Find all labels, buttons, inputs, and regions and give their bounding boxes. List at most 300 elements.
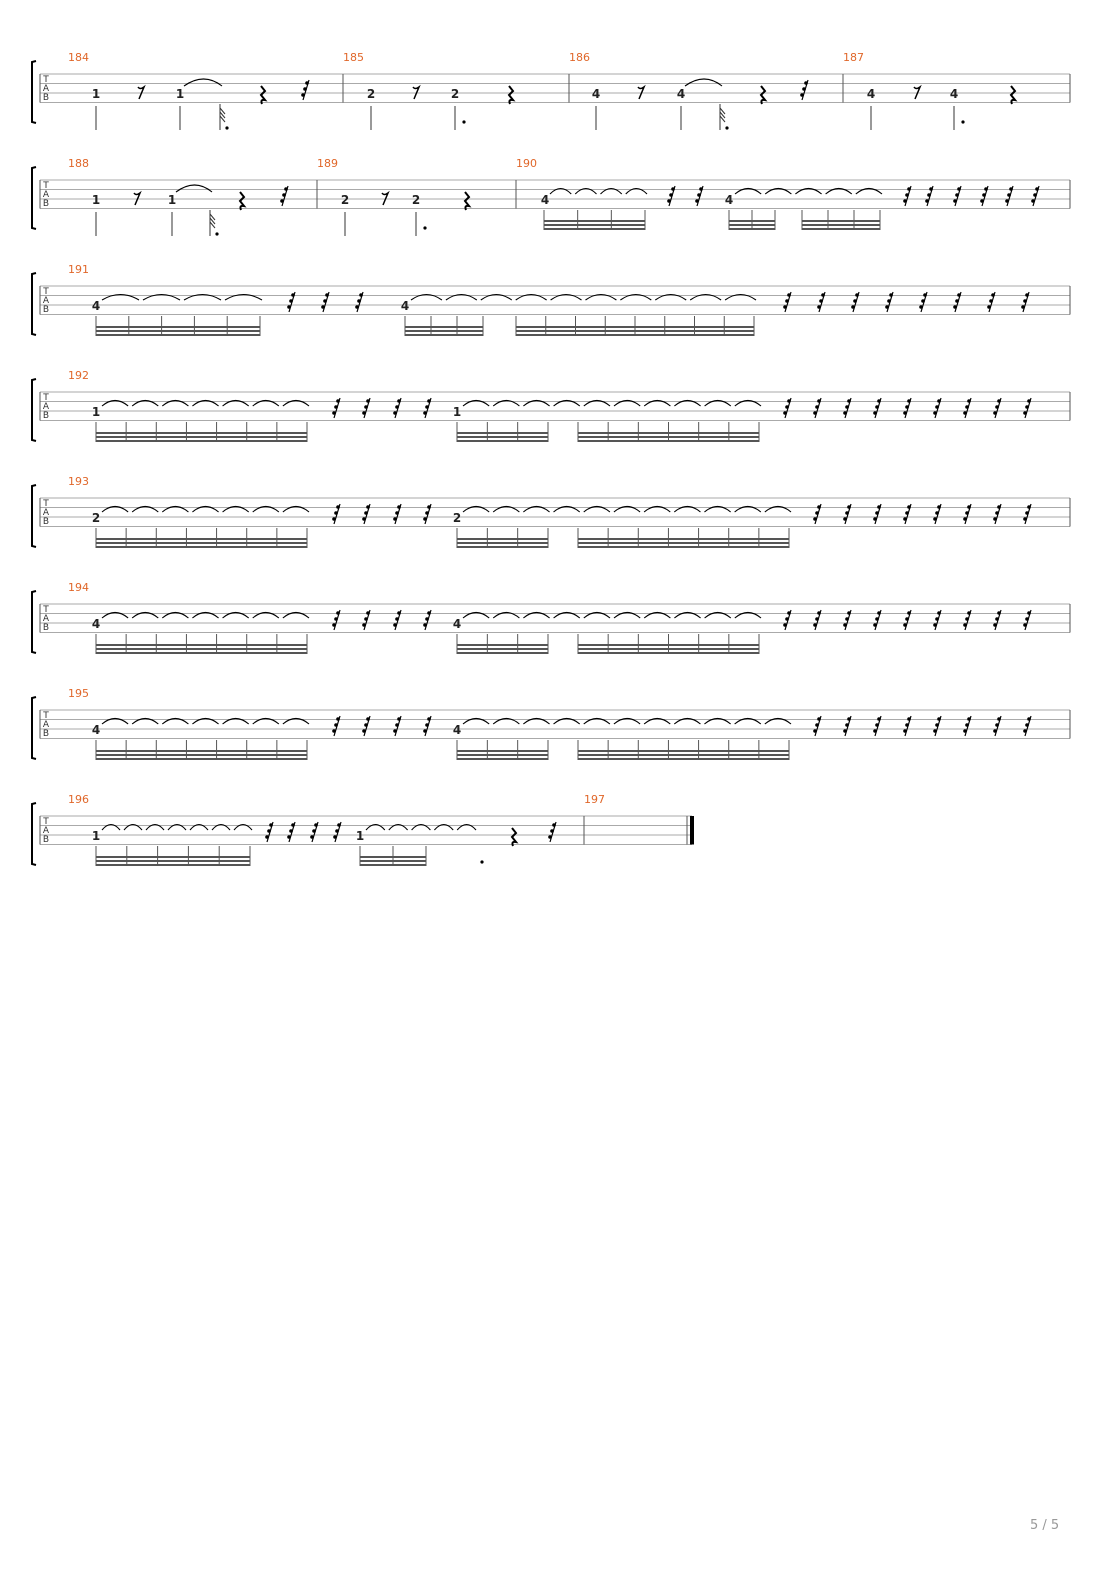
quarter-rest: [240, 192, 244, 210]
rest-dot: [425, 511, 429, 515]
rest-dot: [817, 305, 821, 309]
measure-number: 192: [68, 369, 89, 382]
rest-dot: [335, 829, 339, 833]
rest-dot: [395, 511, 399, 515]
beam: [578, 538, 789, 540]
rest-dot: [303, 87, 307, 91]
rest-dot: [815, 511, 819, 515]
rest-dot: [937, 505, 941, 509]
measure-number: 185: [343, 51, 364, 64]
rest-dot: [993, 729, 997, 733]
rest-dot: [289, 299, 293, 303]
tab-clef-letter: T: [43, 711, 49, 721]
system-bracket: [32, 697, 36, 759]
measure-number: 187: [843, 51, 864, 64]
rest-dot: [312, 829, 316, 833]
rest-dot: [851, 305, 855, 309]
rest-dot: [991, 293, 995, 297]
rest-dot: [889, 293, 893, 297]
rest-dot: [935, 511, 939, 515]
rest-dot: [1023, 517, 1027, 521]
rest-dot: [1021, 305, 1025, 309]
rest-dot: [993, 517, 997, 521]
rest-dot: [334, 723, 338, 727]
rest-dot: [935, 405, 939, 409]
beam: [96, 432, 307, 434]
rest-dot: [933, 623, 937, 627]
beam: [457, 758, 548, 760]
rest-dot: [877, 611, 881, 615]
rest-dot: [877, 399, 881, 403]
tab-system: [32, 581, 1070, 654]
rest-dot: [552, 823, 556, 827]
rest-dot: [853, 299, 857, 303]
rest-dot: [336, 399, 340, 403]
rest-dot: [963, 729, 967, 733]
beam: [405, 330, 483, 332]
rest-dot: [819, 299, 823, 303]
rest-dot: [995, 511, 999, 515]
beam: [96, 758, 307, 760]
rest-dot: [357, 299, 361, 303]
rest-dot: [397, 399, 401, 403]
tab-clef-letter: B: [42, 411, 50, 421]
rest-dot: [933, 411, 937, 415]
rest-dot: [1025, 511, 1029, 515]
rest-dot: [393, 411, 397, 415]
system-bracket: [32, 273, 36, 335]
rest-dot: [337, 823, 341, 827]
rest-dot: [965, 617, 969, 621]
quarter-rest: [465, 192, 469, 210]
rest-dot: [1007, 193, 1011, 197]
system-bracket: [32, 167, 36, 229]
fret-number: 4: [866, 87, 876, 101]
beam: [96, 750, 307, 752]
fret-number: 1: [91, 193, 101, 207]
rest-dot: [362, 729, 366, 733]
rest-dot: [333, 835, 337, 839]
rest-dot: [265, 835, 269, 839]
tab-clef-letter: T: [43, 817, 49, 827]
rest-dot: [1023, 299, 1027, 303]
rest-dot: [787, 293, 791, 297]
rest-dot: [847, 717, 851, 721]
quarter-rest: [261, 86, 265, 104]
rest-dot: [785, 299, 789, 303]
rest-dot: [427, 399, 431, 403]
rest-dot: [967, 717, 971, 721]
dot: [225, 126, 228, 129]
tab-clef-letter: A: [42, 826, 50, 836]
tab-system: [32, 51, 1070, 130]
beam: [578, 546, 789, 548]
fret-number: 2: [340, 193, 350, 207]
measure-number: 186: [569, 51, 590, 64]
rest-dot: [332, 729, 336, 733]
beam: [96, 326, 260, 328]
beam: [578, 758, 789, 760]
rest-dot: [1035, 187, 1039, 191]
rest-dot: [873, 623, 877, 627]
beam: [457, 432, 548, 434]
rest-dot: [310, 835, 314, 839]
rest-dot: [393, 517, 397, 521]
measure-number: 191: [68, 263, 89, 276]
rest-dot: [667, 199, 671, 203]
beam: [96, 334, 260, 336]
page-number: 5 / 5: [1030, 1518, 1060, 1533]
rest-dot: [955, 193, 959, 197]
rest-dot: [982, 193, 986, 197]
rest-dot: [301, 93, 305, 97]
tab-system: [32, 369, 1070, 442]
rest-dot: [669, 193, 673, 197]
tab-clef-letter: T: [43, 499, 49, 509]
rest-dot: [695, 199, 699, 203]
rest-dot: [289, 829, 293, 833]
rest-dot: [845, 405, 849, 409]
rest-dot: [364, 405, 368, 409]
fret-number: 2: [91, 511, 101, 525]
dot: [961, 120, 964, 123]
system-bracket: [32, 61, 36, 123]
fret-number: 1: [91, 829, 101, 843]
rest-dot: [919, 305, 923, 309]
rest-dot: [787, 399, 791, 403]
tab-clef-letter: A: [42, 402, 50, 412]
rest-dot: [366, 399, 370, 403]
rest-dot: [427, 717, 431, 721]
rest-dot: [427, 505, 431, 509]
rest-dot: [993, 623, 997, 627]
measure-number: 189: [317, 157, 338, 170]
rest-dot: [699, 187, 703, 191]
rest-dot: [671, 187, 675, 191]
rest-dot: [953, 199, 957, 203]
rest-dot: [423, 623, 427, 627]
rest-dot: [336, 611, 340, 615]
rest-dot: [787, 611, 791, 615]
rest-dot: [984, 187, 988, 191]
tab-clef-letter: B: [42, 517, 50, 527]
rest-dot: [843, 517, 847, 521]
beam: [544, 224, 645, 226]
rest-dot: [843, 623, 847, 627]
dot: [725, 126, 728, 129]
fret-number: 4: [676, 87, 686, 101]
rest-dot: [957, 187, 961, 191]
fret-number: 1: [452, 405, 462, 419]
fret-number: 4: [91, 723, 101, 737]
rest-dot: [903, 411, 907, 415]
dot: [462, 120, 465, 123]
fret-number: 1: [91, 87, 101, 101]
beam: [457, 436, 548, 438]
beam: [544, 220, 645, 222]
beam: [96, 542, 307, 544]
rest-dot: [362, 411, 366, 415]
rest-dot: [815, 723, 819, 727]
fret-number: 1: [355, 829, 365, 843]
tie: [685, 79, 722, 86]
fret-number: 4: [591, 87, 601, 101]
system-bracket: [32, 591, 36, 653]
rest-dot: [995, 405, 999, 409]
beam: [96, 538, 307, 540]
rest-dot: [843, 411, 847, 415]
beam: [457, 648, 548, 650]
rest-dot: [362, 623, 366, 627]
rest-dot: [873, 517, 877, 521]
fret-number: 2: [450, 87, 460, 101]
beam: [457, 542, 548, 544]
tie: [176, 185, 212, 192]
rest-dot: [817, 399, 821, 403]
rest-dot: [813, 517, 817, 521]
rest-dot: [963, 623, 967, 627]
rest-dot: [1027, 611, 1031, 615]
rest-dot: [548, 835, 552, 839]
rest-dot: [332, 517, 336, 521]
tab-clef-letter: A: [42, 614, 50, 624]
rest-dot: [817, 611, 821, 615]
rest-dot: [321, 305, 325, 309]
rest-dot: [804, 81, 808, 85]
rest-dot: [364, 617, 368, 621]
rest-dot: [1009, 187, 1013, 191]
rest-dot: [907, 399, 911, 403]
rest-dot: [847, 611, 851, 615]
rest-dot: [907, 187, 911, 191]
fret-number: 4: [452, 723, 462, 737]
rest-dot: [364, 723, 368, 727]
fret-number: 1: [175, 87, 185, 101]
beam: [96, 546, 307, 548]
rest-dot: [423, 729, 427, 733]
beam: [457, 652, 548, 654]
rest-dot: [284, 187, 288, 191]
beam: [544, 228, 645, 230]
tie: [184, 79, 222, 86]
measure-number: 184: [68, 51, 89, 64]
beam: [96, 330, 260, 332]
rest-dot: [1025, 405, 1029, 409]
beam: [96, 856, 250, 858]
rest-dot: [953, 305, 957, 309]
tab-clef-letter: T: [43, 181, 49, 191]
rest-dot: [905, 193, 909, 197]
rest-dot: [1023, 623, 1027, 627]
quarter-rest: [512, 828, 516, 846]
rest-dot: [785, 617, 789, 621]
measure-number: 195: [68, 687, 89, 700]
rest-dot: [362, 517, 366, 521]
rest-dot: [965, 723, 969, 727]
rest-dot: [395, 405, 399, 409]
rest-dot: [813, 411, 817, 415]
rest-dot: [393, 623, 397, 627]
tab-clef-letter: B: [42, 305, 50, 315]
fret-number: 4: [400, 299, 410, 313]
rest-dot: [397, 611, 401, 615]
rest-dot: [927, 193, 931, 197]
tab-clef-letter: A: [42, 720, 50, 730]
rest-dot: [800, 93, 804, 97]
rest-dot: [813, 623, 817, 627]
rest-dot: [995, 617, 999, 621]
rest-dot: [366, 505, 370, 509]
rest-dot: [997, 611, 1001, 615]
rest-dot: [821, 293, 825, 297]
beam: [578, 542, 789, 544]
tab-system: [32, 687, 1070, 760]
rest-dot: [395, 723, 399, 727]
rest-dot: [933, 517, 937, 521]
rest-dot: [997, 399, 1001, 403]
rest-dot: [937, 717, 941, 721]
quarter-rest: [1011, 86, 1015, 104]
rest-dot: [1025, 723, 1029, 727]
rest-dot: [905, 723, 909, 727]
measure-number: 190: [516, 157, 537, 170]
rest-dot: [921, 299, 925, 303]
rest-dot: [395, 617, 399, 621]
rest-dot: [267, 829, 271, 833]
tab-clef-letter: T: [43, 287, 49, 297]
rest-dot: [282, 193, 286, 197]
rest-dot: [305, 81, 309, 85]
measure-number: 196: [68, 793, 89, 806]
rest-dot: [877, 717, 881, 721]
tab-clef-letter: A: [42, 508, 50, 518]
rest-dot: [993, 411, 997, 415]
rest-dot: [1031, 199, 1035, 203]
fret-number: 1: [167, 193, 177, 207]
beam: [457, 750, 548, 752]
beam: [578, 754, 789, 756]
rest-dot: [905, 617, 909, 621]
rest-dot: [314, 823, 318, 827]
rest-dot: [997, 505, 1001, 509]
rest-dot: [937, 399, 941, 403]
tab-clef-letter: B: [42, 835, 50, 845]
rest-dot: [907, 717, 911, 721]
rest-dot: [935, 723, 939, 727]
rest-dot: [905, 511, 909, 515]
rest-dot: [815, 617, 819, 621]
rest-dot: [1027, 399, 1031, 403]
rest-dot: [1023, 411, 1027, 415]
rest-dot: [980, 199, 984, 203]
beam: [457, 754, 548, 756]
rest-dot: [907, 611, 911, 615]
rest-dot: [697, 193, 701, 197]
rest-dot: [1005, 199, 1009, 203]
rest-dot: [364, 511, 368, 515]
rest-dot: [903, 729, 907, 733]
rest-dot: [903, 199, 907, 203]
rest-dot: [885, 305, 889, 309]
rest-dot: [933, 729, 937, 733]
quarter-rest: [761, 86, 765, 104]
rest-dot: [965, 405, 969, 409]
rest-dot: [937, 611, 941, 615]
fret-number: 4: [540, 193, 550, 207]
rest-dot: [903, 517, 907, 521]
tab-system: [32, 475, 1070, 548]
rest-dot: [359, 293, 363, 297]
rest-dot: [903, 623, 907, 627]
system-bracket: [32, 803, 36, 865]
rest-dot: [336, 505, 340, 509]
beam: [96, 652, 307, 654]
rest-dot: [425, 405, 429, 409]
rest-dot: [785, 405, 789, 409]
rest-dot: [783, 623, 787, 627]
beam: [457, 538, 548, 540]
rest-dot: [875, 617, 879, 621]
rest-dot: [1027, 717, 1031, 721]
tab-clef-letter: B: [42, 729, 50, 739]
tab-clef-letter: B: [42, 93, 50, 103]
rest-dot: [334, 405, 338, 409]
rest-dot: [323, 299, 327, 303]
tab-system: [32, 263, 1070, 336]
measure-number: 188: [68, 157, 89, 170]
tab-clef-letter: A: [42, 84, 50, 94]
rest-dot: [923, 293, 927, 297]
rest-dot: [877, 505, 881, 509]
rest-dot: [875, 723, 879, 727]
rest-dot: [967, 611, 971, 615]
quarter-rest: [509, 86, 513, 104]
rest-dot: [843, 729, 847, 733]
beam: [96, 864, 250, 866]
rest-dot: [427, 611, 431, 615]
rest-dot: [845, 723, 849, 727]
dot: [423, 226, 426, 229]
rest-dot: [997, 717, 1001, 721]
fret-number: 4: [949, 87, 959, 101]
rest-dot: [1033, 193, 1037, 197]
fret-number: 4: [724, 193, 734, 207]
fret-number: 4: [91, 617, 101, 631]
rest-dot: [397, 505, 401, 509]
rest-dot: [393, 729, 397, 733]
rest-dot: [847, 399, 851, 403]
rest-dot: [1023, 729, 1027, 733]
rest-dot: [873, 729, 877, 733]
rest-dot: [783, 411, 787, 415]
rest-dot: [332, 623, 336, 627]
rest-dot: [423, 517, 427, 521]
rest-dot: [929, 187, 933, 191]
rest-dot: [995, 723, 999, 727]
fret-number: 4: [452, 617, 462, 631]
rest-dot: [425, 617, 429, 621]
beam: [405, 326, 483, 328]
beam: [457, 546, 548, 548]
measure-number: 193: [68, 475, 89, 488]
rest-dot: [957, 293, 961, 297]
tab-clef-letter: B: [42, 623, 50, 633]
rest-dot: [815, 405, 819, 409]
rest-dot: [967, 399, 971, 403]
beam: [802, 220, 880, 222]
rest-dot: [291, 823, 295, 827]
system-bracket: [32, 485, 36, 547]
